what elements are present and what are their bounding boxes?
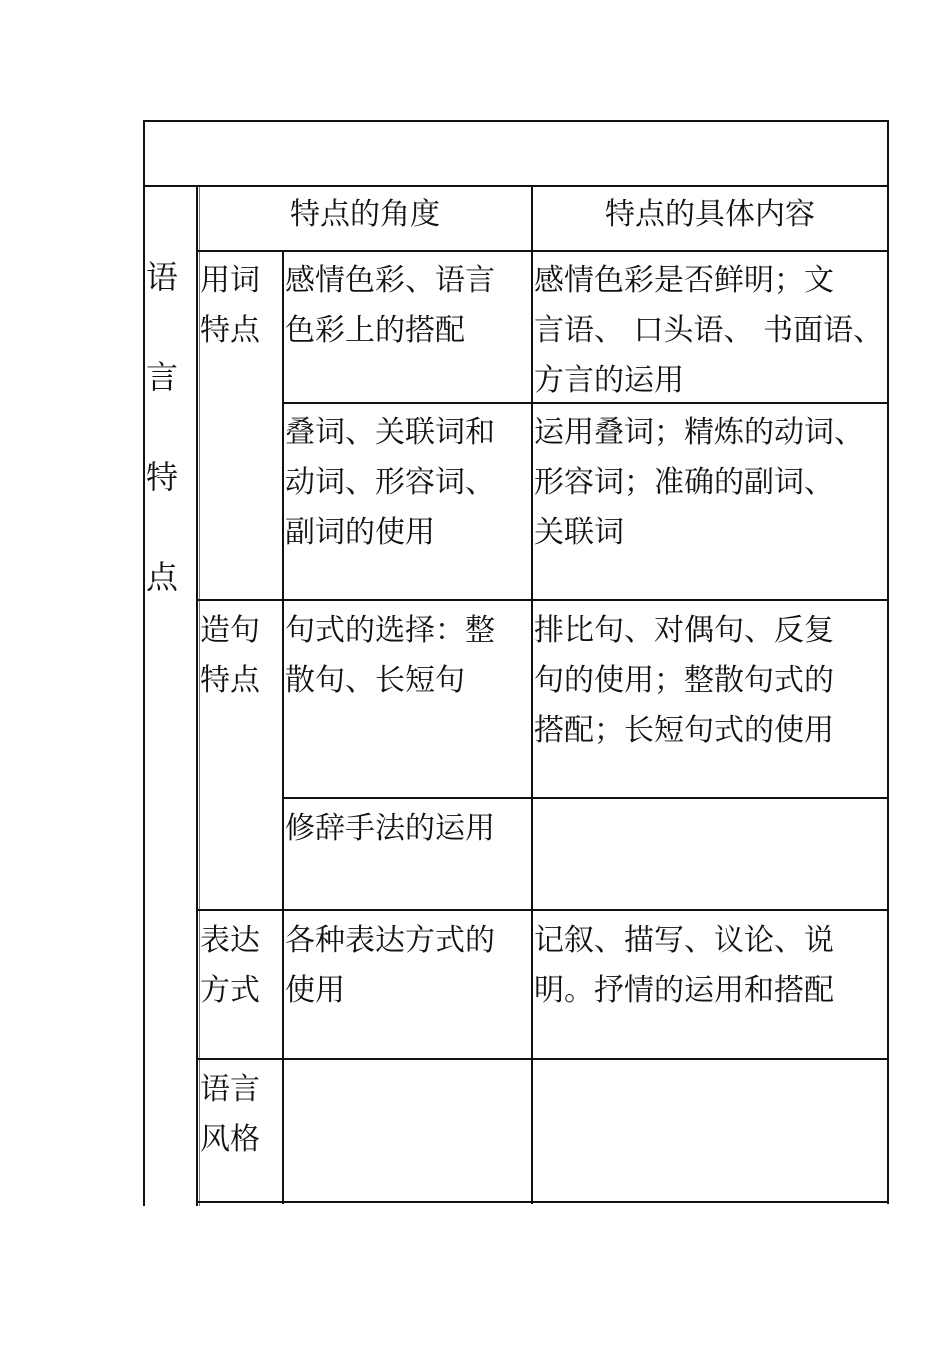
group-sentence: 造句 特点 xyxy=(200,613,260,698)
angle-cell: 感情色彩、语言 色彩上的搭配 xyxy=(285,263,495,348)
group-expression: 表达 方式 xyxy=(200,923,260,1008)
header-angle: 特点的角度 xyxy=(290,197,440,232)
group-word-usage: 用词 特点 xyxy=(200,263,260,348)
angle-cell: 句式的选择：整 散句、长短句 xyxy=(285,613,495,698)
content-cell xyxy=(532,1059,888,1065)
group-style: 语言 风格 xyxy=(200,1072,260,1157)
content-cell: 记叙、描写、议论、说 明。抒情的运用和搭配 xyxy=(534,923,834,1008)
angle-cell: 叠词、关联词和 动词、形容词、 副词的使用 xyxy=(285,415,495,550)
table-border-bottom xyxy=(198,1201,889,1203)
side-label-1: 语 xyxy=(146,258,179,296)
angle-cell: 修辞手法的运用 xyxy=(285,811,495,846)
side-label-4: 点 xyxy=(146,558,179,596)
angle-cell: 各种表达方式的 使用 xyxy=(285,923,495,1008)
content-cell: 感情色彩是否鲜明；文 言语、 口头语、 书面语、 方言的运用 xyxy=(534,263,884,398)
table-border-top xyxy=(143,120,889,122)
content-cell: 运用叠词；精炼的动词、 形容词；准确的副词、 关联词 xyxy=(534,415,864,550)
side-label-2: 言 xyxy=(146,358,179,396)
title-row-bottom xyxy=(143,185,889,187)
header-content: 特点的具体内容 xyxy=(605,197,815,232)
angle-cell xyxy=(283,1059,531,1065)
side-label-3: 特 xyxy=(146,458,179,496)
content-cell xyxy=(532,798,888,804)
content-cell: 排比句、对偶句、反复 句的使用；整散句式的 搭配；长短句式的使用 xyxy=(534,613,834,748)
